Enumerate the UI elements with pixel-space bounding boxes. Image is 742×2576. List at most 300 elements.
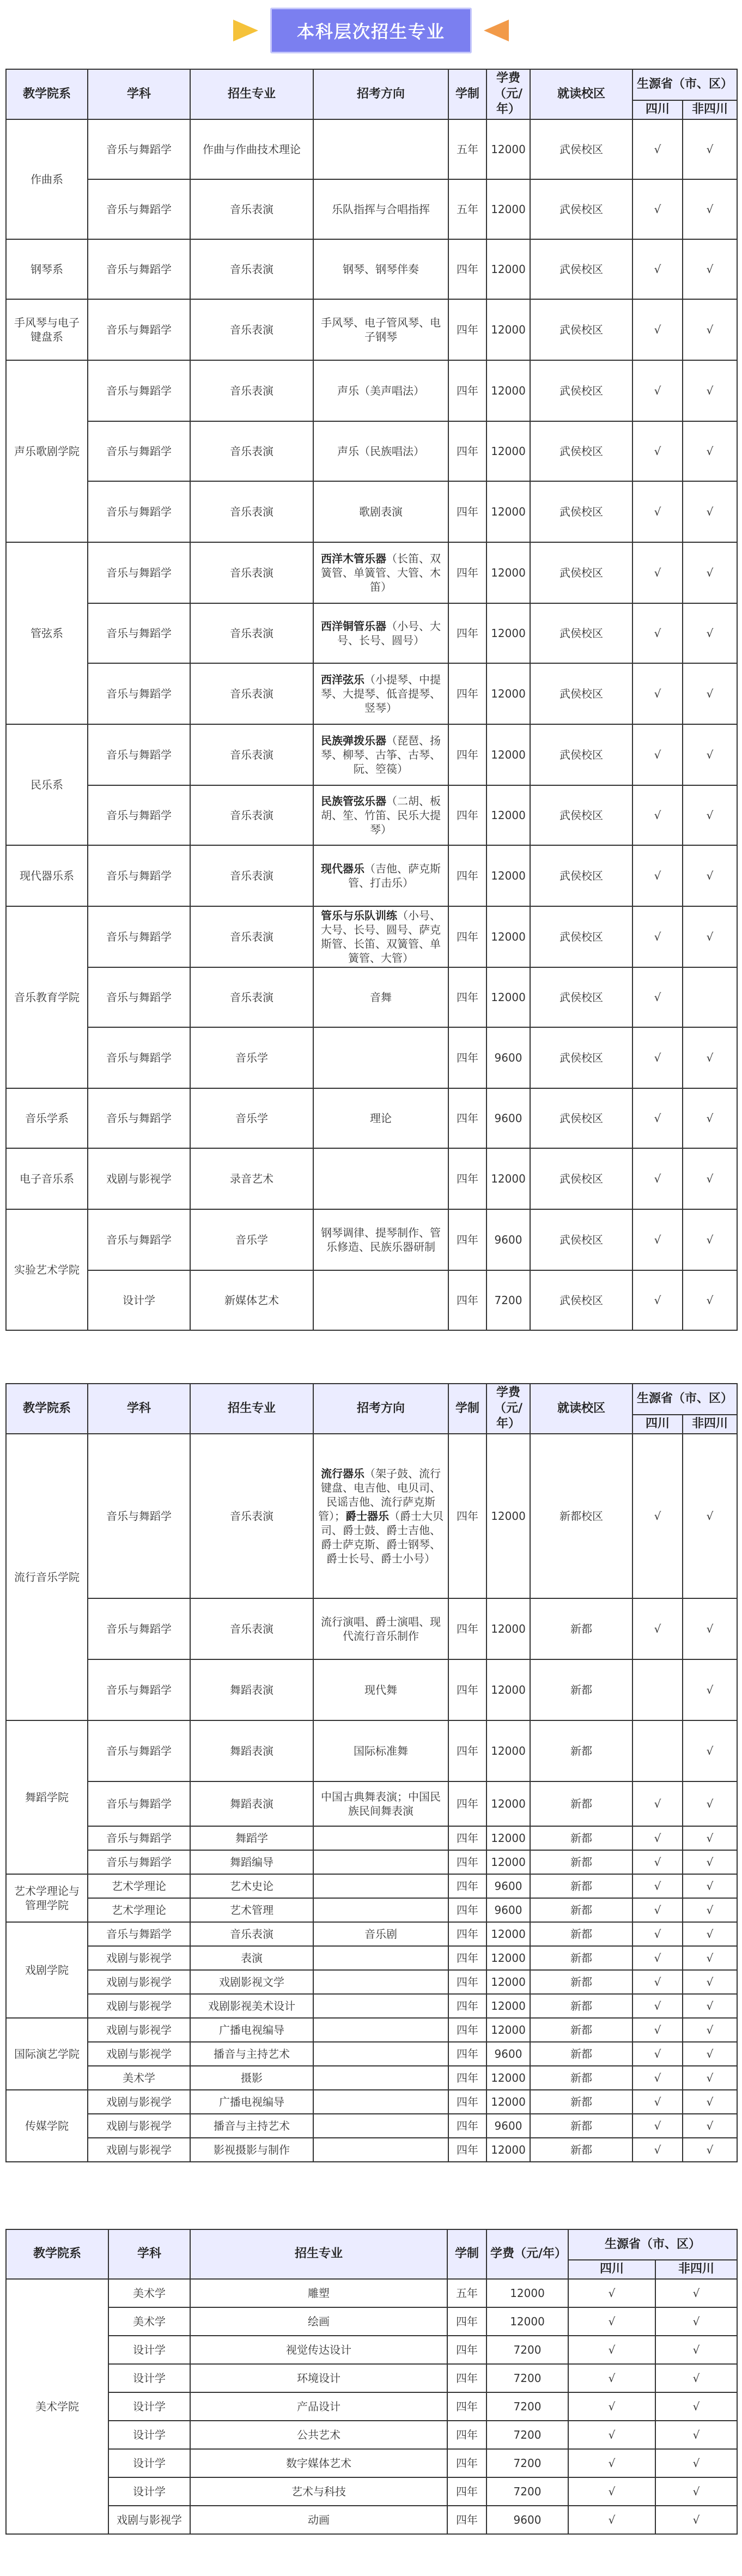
origin-in-check: √: [632, 2018, 683, 2042]
discipline-cell: 音乐与舞蹈学: [88, 1659, 190, 1720]
origin-out-check: √: [683, 906, 737, 967]
campus-cell: 新都: [530, 1994, 632, 2018]
discipline-cell: 音乐与舞蹈学: [88, 1720, 190, 1781]
duration-cell: 四年: [448, 1148, 486, 1209]
origin-in-check: √: [632, 421, 683, 481]
origin-in-check: √: [632, 1270, 683, 1330]
discipline-cell: 音乐与舞蹈学: [88, 481, 190, 542]
fee-cell: 12000: [486, 2018, 530, 2042]
duration-cell: 四年: [448, 967, 486, 1027]
fee-cell: 7200: [486, 1270, 530, 1330]
campus-cell: 新都: [530, 2042, 632, 2066]
college-cell: 音乐教育学院: [6, 906, 88, 1088]
direction-cell: [313, 2114, 448, 2138]
table-2: [5, 1383, 738, 2162]
table-row: [6, 1088, 737, 1148]
duration-cell: 五年: [447, 2279, 486, 2307]
origin-out-check: √: [683, 724, 737, 785]
header-origin-out: 非四川: [683, 100, 737, 119]
college-cell: 手风琴与电子键盘系: [6, 299, 88, 360]
campus-cell: 武侯校区: [530, 481, 632, 542]
fee-cell: 9600: [486, 2114, 530, 2138]
table-row: [6, 179, 737, 239]
origin-out-check: √: [683, 1826, 737, 1850]
major-cell: 录音艺术: [190, 1148, 313, 1209]
major-cell: 音乐表演: [190, 603, 313, 663]
major-cell: 新媒体艺术: [190, 1270, 313, 1330]
direction-cell: [313, 724, 448, 785]
origin-out-check: √: [655, 2421, 737, 2449]
header-duration: 学制: [448, 69, 486, 119]
direction-cell: [313, 1850, 448, 1874]
direction-cell: 音舞: [313, 967, 448, 1027]
major-cell: 舞蹈编导: [190, 1850, 313, 1874]
duration-cell: 四年: [448, 1826, 486, 1850]
origin-out-check: √: [655, 2506, 737, 2534]
major-cell: 音乐表演: [190, 1434, 313, 1598]
origin-in-check: √: [632, 2042, 683, 2066]
duration-cell: 四年: [448, 481, 486, 542]
origin-out-check: √: [655, 2477, 737, 2506]
duration-cell: 四年: [448, 2066, 486, 2090]
major-cell: 视觉传达设计: [190, 2336, 447, 2364]
origin-out-check: √: [683, 1209, 737, 1270]
duration-cell: 四年: [448, 1659, 486, 1720]
table-row: [6, 2506, 737, 2534]
campus-cell: 武侯校区: [530, 967, 632, 1027]
table-row: [6, 845, 737, 906]
campus-cell: 武侯校区: [530, 299, 632, 360]
header-direction: 招考方向: [313, 1384, 448, 1434]
origin-out-check: √: [655, 2307, 737, 2336]
discipline-cell: 戏剧与影视学: [88, 2138, 190, 2162]
origin-in-check: √: [632, 1850, 683, 1874]
table-row: [6, 1720, 737, 1781]
origin-out-check: √: [683, 542, 737, 603]
origin-out-check: √: [655, 2364, 737, 2392]
origin-out-check: √: [683, 481, 737, 542]
table-row: [6, 1970, 737, 1994]
direction-cell: [313, 2090, 448, 2114]
duration-cell: 四年: [447, 2421, 486, 2449]
discipline-cell: 艺术学理论: [88, 1898, 190, 1922]
table-row: [6, 2279, 737, 2307]
college-cell: 钢琴系: [6, 239, 88, 299]
major-cell: 环境设计: [190, 2364, 447, 2392]
table-row: [6, 1209, 737, 1270]
origin-in-check: √: [632, 845, 683, 906]
origin-out-check: √: [683, 2138, 737, 2162]
origin-in-check: √: [632, 1088, 683, 1148]
origin-in-check: √: [568, 2336, 655, 2364]
direction-cell: [313, 2066, 448, 2090]
direction-category: 管乐与乐队训练: [321, 908, 397, 922]
direction-cell: 歌剧表演: [313, 481, 448, 542]
fee-cell: 12000: [486, 542, 530, 603]
direction-cell: [313, 119, 448, 179]
origin-out-check: √: [655, 2336, 737, 2364]
campus-cell: 新都: [530, 1970, 632, 1994]
direction-cell: 钢琴调律、提琴制作、管乐修造、民族乐器研制: [313, 1209, 448, 1270]
fee-cell: 12000: [486, 724, 530, 785]
major-cell: 音乐表演: [190, 906, 313, 967]
direction-cell: 声乐（美声唱法）: [313, 360, 448, 421]
discipline-cell: 戏剧与影视学: [88, 2114, 190, 2138]
table-row: [6, 967, 737, 1027]
discipline-cell: 美术学: [108, 2279, 190, 2307]
major-cell: 广播电视编导: [190, 2090, 313, 2114]
direction-cell: 理论: [313, 1088, 448, 1148]
duration-cell: 四年: [447, 2336, 486, 2364]
header-origin: 生源省（市、区）: [632, 69, 737, 100]
discipline-cell: 戏剧与影视学: [88, 1970, 190, 1994]
college-cell: 美术学院: [6, 2279, 108, 2534]
fee-cell: 12000: [486, 1946, 530, 1970]
section-title-banner: [0, 0, 742, 61]
major-cell: 音乐表演: [190, 724, 313, 785]
origin-out-check: √: [683, 663, 737, 724]
duration-cell: 四年: [448, 785, 486, 845]
duration-cell: 四年: [448, 2042, 486, 2066]
arrow-right-icon: [484, 20, 509, 41]
header-campus: 就读校区: [530, 69, 632, 119]
origin-in-check: √: [632, 1898, 683, 1922]
origin-out-check: √: [683, 2042, 737, 2066]
duration-cell: 四年: [447, 2307, 486, 2336]
college-cell: 作曲系: [6, 119, 88, 239]
origin-in-check: √: [632, 179, 683, 239]
duration-cell: 四年: [448, 299, 486, 360]
major-cell: 音乐表演: [190, 1922, 313, 1946]
discipline-cell: 设计学: [108, 2477, 190, 2506]
fee-cell: 12000: [486, 1922, 530, 1946]
major-cell: 音乐表演: [190, 360, 313, 421]
fee-cell: 7200: [486, 2449, 568, 2477]
arrow-left-icon: [233, 20, 258, 41]
origin-in-check: √: [632, 2090, 683, 2114]
table-row: [6, 663, 737, 724]
major-cell: 艺术史论: [190, 1874, 313, 1898]
fee-cell: 12000: [486, 360, 530, 421]
college-cell: 声乐歌剧学院: [6, 360, 88, 542]
table-row: [6, 785, 737, 845]
college-cell: 流行音乐学院: [6, 1434, 88, 1720]
duration-cell: 四年: [447, 2449, 486, 2477]
major-cell: 公共艺术: [190, 2421, 447, 2449]
direction-category: 民族弹拨乐器: [321, 734, 386, 747]
table-row: [6, 2449, 737, 2477]
major-cell: 数字媒体艺术: [190, 2449, 447, 2477]
duration-cell: 四年: [448, 724, 486, 785]
table-row: [6, 1434, 737, 1598]
direction-category: 西洋木管乐器: [321, 551, 386, 565]
major-cell: 产品设计: [190, 2392, 447, 2421]
table-row: [6, 239, 737, 299]
header-origin: 生源省（市、区）: [568, 2229, 737, 2260]
duration-cell: 四年: [448, 542, 486, 603]
duration-cell: 四年: [448, 1434, 486, 1598]
origin-out-check: √: [655, 2449, 737, 2477]
campus-cell: 新都: [530, 1874, 632, 1898]
college-cell: 戏剧学院: [6, 1922, 88, 2018]
fee-cell: 7200: [486, 2364, 568, 2392]
college-cell: 国际演艺学院: [6, 2018, 88, 2090]
major-cell: 广播电视编导: [190, 2018, 313, 2042]
campus-cell: 新都: [530, 1922, 632, 1946]
major-cell: 戏剧影视文学: [190, 1970, 313, 1994]
origin-out-check: √: [683, 1898, 737, 1922]
fee-cell: 9600: [486, 1027, 530, 1088]
fee-cell: 12000: [486, 1850, 530, 1874]
header-college: 教学院系: [6, 1384, 88, 1434]
table-row: [6, 1922, 737, 1946]
origin-in-check: √: [568, 2506, 655, 2534]
origin-in-check: √: [632, 1781, 683, 1826]
direction-detail: （二胡、板胡、笙、竹笛、民乐大提琴）: [321, 794, 441, 836]
major-cell: 音乐表演: [190, 299, 313, 360]
major-cell: 音乐学: [190, 1209, 313, 1270]
direction-cell: [313, 542, 448, 603]
discipline-cell: 音乐与舞蹈学: [88, 1781, 190, 1826]
section-title: 本科层次招生专业: [270, 8, 472, 53]
fee-cell: 12000: [486, 2090, 530, 2114]
campus-cell: 武侯校区: [530, 1270, 632, 1330]
major-cell: 音乐表演: [190, 542, 313, 603]
header-origin-in: 四川: [632, 1415, 683, 1434]
discipline-cell: 音乐与舞蹈学: [88, 1434, 190, 1598]
major-cell: 艺术管理: [190, 1898, 313, 1922]
campus-cell: 武侯校区: [530, 785, 632, 845]
major-cell: 舞蹈表演: [190, 1720, 313, 1781]
discipline-cell: 美术学: [88, 2066, 190, 2090]
campus-cell: 新都: [530, 1781, 632, 1826]
campus-cell: 武侯校区: [530, 360, 632, 421]
origin-in-check: √: [568, 2364, 655, 2392]
table-row: [6, 119, 737, 179]
table-row: [6, 360, 737, 421]
campus-cell: 新都: [530, 2114, 632, 2138]
header-duration: 学制: [448, 1384, 486, 1434]
header-direction: 招考方向: [313, 69, 448, 119]
duration-cell: 四年: [448, 1781, 486, 1826]
direction-cell: [313, 603, 448, 663]
discipline-cell: 设计学: [88, 1270, 190, 1330]
origin-out-check: √: [683, 239, 737, 299]
fee-cell: 7200: [486, 2392, 568, 2421]
duration-cell: 四年: [448, 1946, 486, 1970]
origin-out-check: √: [683, 1148, 737, 1209]
discipline-cell: 戏剧与影视学: [88, 1994, 190, 2018]
direction-cell: 流行演唱、爵士演唱、现代流行音乐制作: [313, 1598, 448, 1659]
fee-cell: 12000: [486, 967, 530, 1027]
duration-cell: 四年: [448, 1850, 486, 1874]
duration-cell: 四年: [448, 603, 486, 663]
major-cell: 音乐表演: [190, 845, 313, 906]
discipline-cell: 音乐与舞蹈学: [88, 421, 190, 481]
origin-in-check: √: [632, 2114, 683, 2138]
table-row: [6, 2042, 737, 2066]
major-cell: 音乐表演: [190, 421, 313, 481]
discipline-cell: 音乐与舞蹈学: [88, 663, 190, 724]
major-cell: 音乐学: [190, 1027, 313, 1088]
table-row: [6, 421, 737, 481]
discipline-cell: 音乐与舞蹈学: [88, 603, 190, 663]
discipline-cell: 音乐与舞蹈学: [88, 179, 190, 239]
fee-cell: 12000: [486, 421, 530, 481]
discipline-cell: 音乐与舞蹈学: [88, 785, 190, 845]
duration-cell: 四年: [448, 2114, 486, 2138]
major-cell: 音乐表演: [190, 481, 313, 542]
origin-out-check: √: [683, 2018, 737, 2042]
major-cell: 艺术与科技: [190, 2477, 447, 2506]
major-cell: 摄影: [190, 2066, 313, 2090]
campus-cell: 武侯校区: [530, 724, 632, 785]
header-campus: 就读校区: [530, 1384, 632, 1434]
origin-in-check: √: [632, 1027, 683, 1088]
fee-cell: 12000: [486, 2138, 530, 2162]
origin-in-check: √: [632, 1922, 683, 1946]
campus-cell: 武侯校区: [530, 179, 632, 239]
fee-cell: 12000: [486, 299, 530, 360]
origin-in-check: √: [632, 1434, 683, 1598]
origin-out-check: √: [683, 1970, 737, 1994]
fee-cell: 12000: [486, 1598, 530, 1659]
origin-in-check: √: [632, 663, 683, 724]
origin-in-check: √: [632, 1874, 683, 1898]
origin-out-check: √: [683, 2114, 737, 2138]
header-discipline: 学科: [88, 1384, 190, 1434]
fee-cell: 7200: [486, 2477, 568, 2506]
table-3-panel: [5, 2229, 737, 2535]
major-cell: 影视摄影与制作: [190, 2138, 313, 2162]
origin-out-check: √: [683, 421, 737, 481]
origin-in-check: [632, 1659, 683, 1720]
origin-in-check: √: [632, 1209, 683, 1270]
table-row: [6, 603, 737, 663]
campus-cell: 新都: [530, 1898, 632, 1922]
college-cell: 音乐学系: [6, 1088, 88, 1148]
direction-cell: [313, 663, 448, 724]
direction-cell: 钢琴、钢琴伴奏: [313, 239, 448, 299]
origin-out-check: √: [683, 785, 737, 845]
header-origin: 生源省（市、区）: [632, 1384, 737, 1415]
duration-cell: 四年: [448, 1088, 486, 1148]
campus-cell: 新都: [530, 2090, 632, 2114]
discipline-cell: 音乐与舞蹈学: [88, 1088, 190, 1148]
major-cell: 音乐表演: [190, 663, 313, 724]
table-row: [6, 2392, 737, 2421]
table-row: [6, 542, 737, 603]
direction-cell: [313, 785, 448, 845]
direction-detail: （架子鼓、流行键盘、电吉他、电贝司、民谣吉他、流行萨克斯管）；: [318, 1466, 441, 1523]
discipline-cell: 设计学: [108, 2449, 190, 2477]
fee-cell: 12000: [486, 481, 530, 542]
duration-cell: 四年: [448, 1994, 486, 2018]
discipline-cell: 音乐与舞蹈学: [88, 724, 190, 785]
table-row: [6, 1946, 737, 1970]
origin-out-check: √: [683, 119, 737, 179]
direction-category: 流行器乐: [321, 1466, 364, 1480]
origin-out-check: √: [683, 179, 737, 239]
origin-in-check: √: [632, 1598, 683, 1659]
origin-out-check: √: [683, 845, 737, 906]
table-row: [6, 1148, 737, 1209]
discipline-cell: 音乐与舞蹈学: [88, 542, 190, 603]
discipline-cell: 音乐与舞蹈学: [88, 906, 190, 967]
campus-cell: 新都: [530, 2066, 632, 2090]
header-fee: 学费（元/年）: [486, 1384, 530, 1434]
origin-out-check: √: [683, 2066, 737, 2090]
fee-cell: 12000: [486, 906, 530, 967]
origin-out-check: √: [683, 360, 737, 421]
campus-cell: 武侯校区: [530, 1209, 632, 1270]
table-row: [6, 1781, 737, 1826]
origin-out-check: √: [683, 1850, 737, 1874]
table-row: [6, 1994, 737, 2018]
direction-cell: [313, 1148, 448, 1209]
table-row: [6, 481, 737, 542]
campus-cell: 新都: [530, 2138, 632, 2162]
duration-cell: 四年: [448, 2090, 486, 2114]
header-major: 招生专业: [190, 1384, 313, 1434]
table-row: [6, 2138, 737, 2162]
discipline-cell: 戏剧与影视学: [88, 1148, 190, 1209]
fee-cell: 12000: [486, 2066, 530, 2090]
college-cell: 实验艺术学院: [6, 1209, 88, 1330]
duration-cell: 四年: [448, 2138, 486, 2162]
direction-category: 现代器乐: [321, 862, 364, 875]
table-row: [6, 2364, 737, 2392]
major-cell: 播音与主持艺术: [190, 2114, 313, 2138]
direction-cell: 现代舞: [313, 1659, 448, 1720]
fee-cell: 9600: [486, 1898, 530, 1922]
campus-cell: 新都: [530, 1720, 632, 1781]
major-cell: 动画: [190, 2506, 447, 2534]
major-cell: 舞蹈表演: [190, 1781, 313, 1826]
origin-out-check: √: [683, 1270, 737, 1330]
duration-cell: 四年: [447, 2477, 486, 2506]
fee-cell: 12000: [486, 663, 530, 724]
direction-detail: （小号、大号、长号、圆号）: [337, 619, 441, 647]
direction-cell: [313, 1874, 448, 1898]
fee-cell: 12000: [486, 2279, 568, 2307]
origin-in-check: √: [632, 2066, 683, 2090]
direction-cell: 声乐（民族唱法）: [313, 421, 448, 481]
origin-out-check: √: [655, 2392, 737, 2421]
direction-cell: 音乐剧: [313, 1922, 448, 1946]
direction-category: 西洋弦乐: [321, 672, 364, 686]
origin-in-check: √: [568, 2477, 655, 2506]
header-discipline: 学科: [108, 2229, 190, 2279]
origin-in-check: √: [568, 2307, 655, 2336]
major-cell: 表演: [190, 1946, 313, 1970]
origin-out-check: √: [683, 1027, 737, 1088]
direction-detail: （琵琶、扬琴、柳琴、古筝、古琴、阮、箜篌）: [321, 734, 441, 775]
campus-cell: 新都: [530, 2018, 632, 2042]
direction-cell: [313, 2018, 448, 2042]
duration-cell: 四年: [448, 663, 486, 724]
table-row: [6, 1598, 737, 1659]
origin-in-check: √: [632, 1994, 683, 2018]
discipline-cell: 设计学: [108, 2421, 190, 2449]
discipline-cell: 音乐与舞蹈学: [88, 1826, 190, 1850]
duration-cell: 四年: [447, 2364, 486, 2392]
header-major: 招生专业: [190, 69, 313, 119]
table-row: [6, 1027, 737, 1088]
origin-in-check: √: [568, 2449, 655, 2477]
header-fee: 学费（元/年）: [486, 2229, 568, 2279]
campus-cell: 武侯校区: [530, 1088, 632, 1148]
